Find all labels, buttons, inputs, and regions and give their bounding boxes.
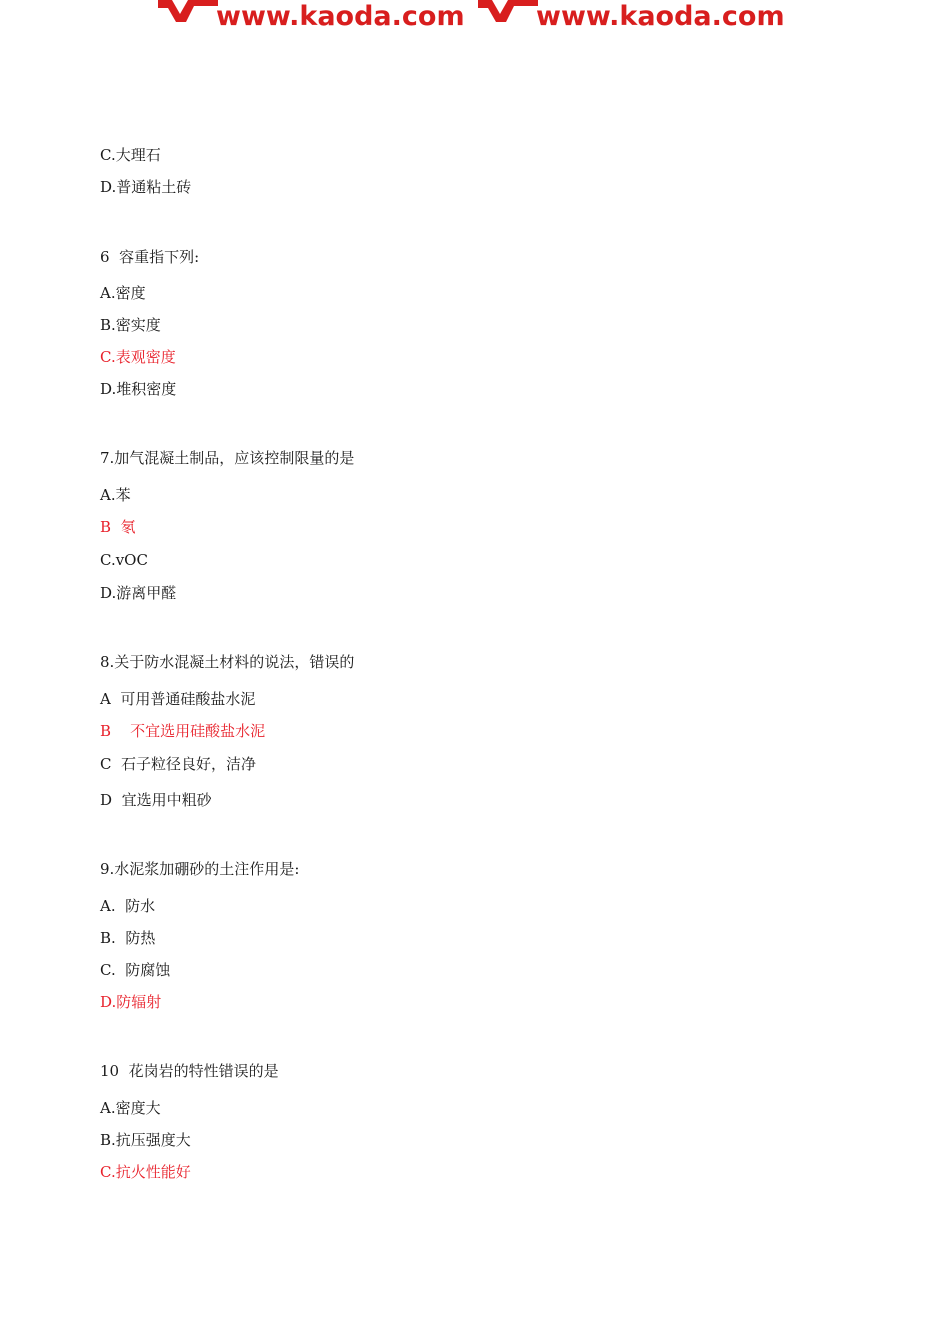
option-line: B. 防热 <box>100 929 156 947</box>
option-line: A 可用普通硅酸盐水泥 <box>100 690 256 708</box>
option-line: C.vOC <box>100 551 148 569</box>
option-line: D.堆积密度 <box>100 380 177 398</box>
question-stem: 10 花岗岩的特性错误的是 <box>100 1062 279 1080</box>
question-stem: 9.水泥浆加硼砂的土注作用是: <box>100 860 300 878</box>
option-line: C 石子粒径良好，洁净 <box>100 755 257 773</box>
option-line: B.抗压强度大 <box>100 1131 191 1149</box>
answer-option-line: B 氡 <box>100 518 136 536</box>
question-stem: 7.加气混凝土制品，应该控制限量的是 <box>100 449 355 467</box>
option-line: A.密度 <box>100 284 146 302</box>
option-line: B.密实度 <box>100 316 161 334</box>
answer-option-line: C.表观密度 <box>100 348 176 366</box>
site-logo <box>478 0 785 34</box>
kaoda-logo-mark-icon <box>478 0 538 28</box>
option-line: C.大理石 <box>100 146 161 164</box>
option-line: D 宜选用中粗砂 <box>100 791 212 809</box>
answer-option-line: B 不宜选用硅酸盐水泥 <box>100 722 266 740</box>
option-line: D.游离甲醛 <box>100 584 177 602</box>
option-line: A.密度大 <box>100 1099 161 1117</box>
option-line: A.苯 <box>100 486 131 504</box>
kaoda-logo-mark-icon <box>158 0 218 28</box>
option-line: A. 防水 <box>100 897 156 915</box>
logo-text: www.kaoda.com <box>536 1 785 32</box>
question-stem: 6 容重指下列: <box>100 248 200 266</box>
option-line: C. 防腐蚀 <box>100 961 171 979</box>
logo-text: www.kaoda.com <box>216 1 465 32</box>
option-line: D.普通粘土砖 <box>100 178 192 196</box>
site-logo <box>158 0 465 34</box>
question-stem: 8.关于防水混凝土材料的说法，错误的 <box>100 653 355 671</box>
answer-option-line: C.抗火性能好 <box>100 1163 191 1181</box>
answer-option-line: D.防辐射 <box>100 993 162 1011</box>
